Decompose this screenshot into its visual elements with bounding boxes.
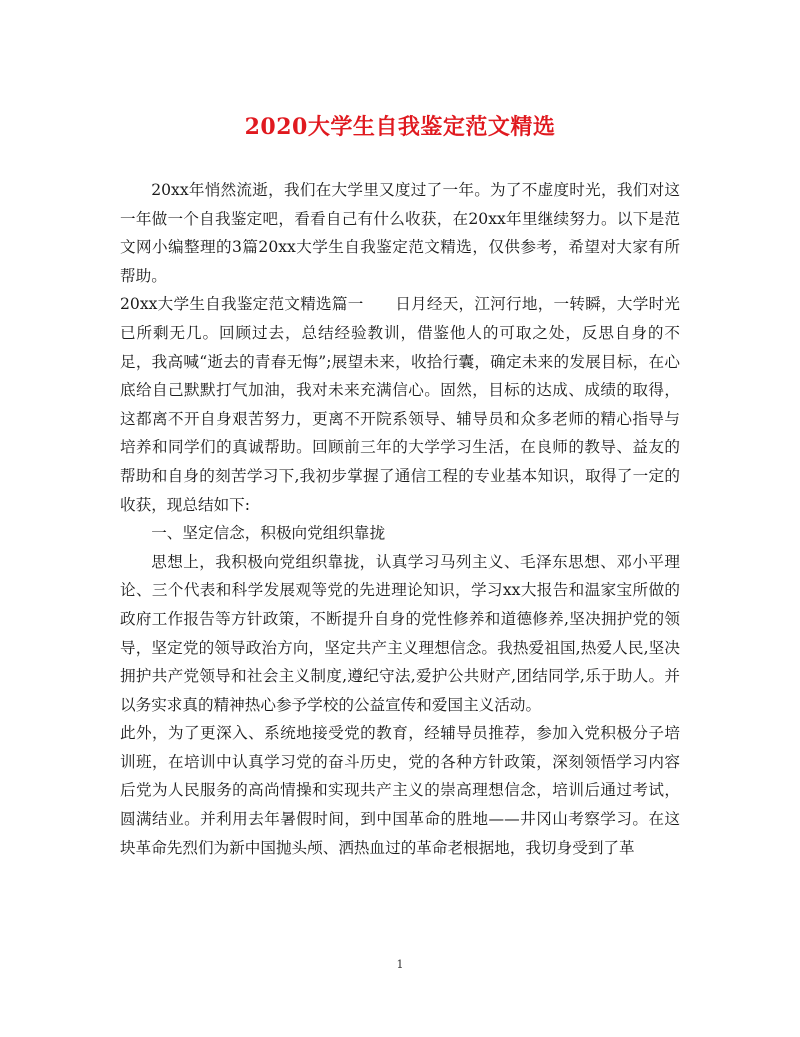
document-body: [120, 176, 680, 862]
paragraph-ideology: 思想上，我积极向党组织靠拢，认真学习马列主义、毛泽东思想、邓小平理论、三个代表和科学发展观等党的先进理论知识，学习xx大报告和温家宝所做的政府工作报告等方针政策，不断提升自身的党性修养和道德修养,坚决拥护党的领导，坚定党的领导政治方向，坚定共产主义理想信念。我热爱祖国,热爱人民,坚决拥护共产党领导和社会主义制度,遵纪守法,爱护公共财产,团结同学,乐于助人。并以务实求真的精神热心参予学校的公益宣传和爱国主义活动。: [120, 552, 680, 714]
document-title: 2020大学生自我鉴定范文精选: [244, 114, 556, 140]
page-number: 1: [396, 958, 404, 971]
section-heading-1: 一、坚定信念，积极向党组织靠拢: [151, 524, 386, 543]
paragraph-part-one: 20xx大学生自我鉴定范文精选篇一 日月经天，江河行地，一转瞬，大学时光已所剩无几。回顾过去，总结经验教训，借鉴他人的可取之处，反思自身的不足，我高喊“逝去的青春无悔”;展望未来，收拾行囊，确定未来的发展目标，在心底给自己默默打气加油，我对未来充满信心。固然，目标的达成、成绩的取得，这都离不开自身艰苦努力，更离不开院系领导、辅导员和众多老师的精心指导与培养和同学们的真诚帮助。回顾前三年的大学学习生活，在良师的教导、益友的帮助和自身的刻苦学习下,我初步掌握了通信工程的专业基本知识，取得了一定的收获，现总结如下:: [120, 295, 680, 514]
paragraph-intro: 20xx年悄然流逝，我们在大学里又度过了一年。为了不虚度时光，我们对这一年做一个自我鉴定吧，看看自己有什么收获，在20xx年里继续努力。以下是范文网小编整理的3篇20xx大学生自我鉴定范文精选，仅供参考，希望对大家有所帮助。: [120, 181, 680, 285]
paragraph-training: 此外，为了更深入、系统地接受党的教育，经辅导员推荐，参加入党积极分子培训班，在培训中认真学习党的奋斗历史，党的各种方针政策，深刻领悟学习内容后党为人民服务的高尚情操和实现共产主义的崇高理想信念，培训后通过考试，圆满结业。并利用去年暑假时间，到中国革命的胜地——井冈山考察学习。在这块革命先烈们为新中国抛头颅、洒热血过的革命老根据地，我切身受到了革: [120, 724, 680, 857]
